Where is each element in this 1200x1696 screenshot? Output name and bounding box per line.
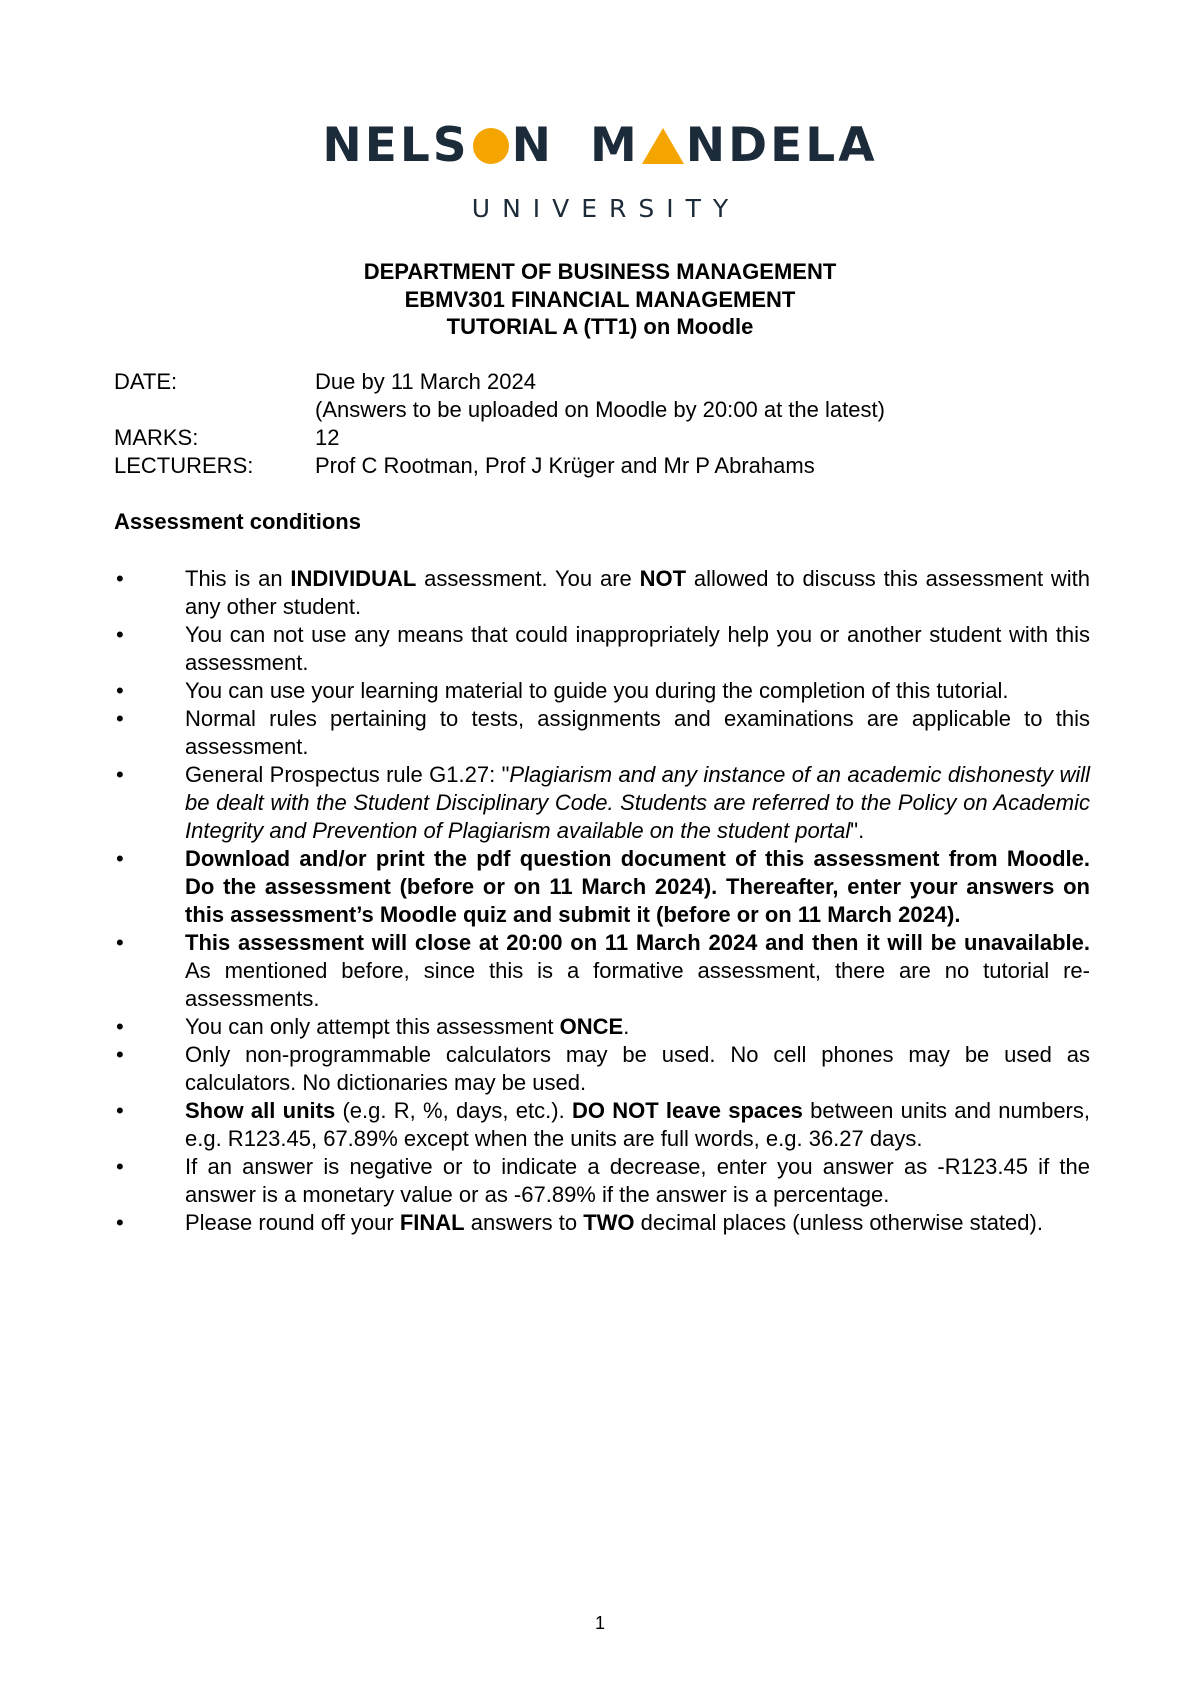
condition-text: Normal rules pertaining to tests, assignments and examinations are applicable to this assessment.	[185, 706, 1090, 759]
list-item	[114, 677, 1090, 705]
bullet-icon: •	[116, 706, 124, 731]
logo-sun-circle-icon	[473, 128, 509, 164]
bullet-icon: •	[116, 1154, 124, 1179]
condition-text: This assessment will close at 20:00 on 11 March 2024 and then it will be unavailable. As mentioned before, since this is a formative assessment, there are no tutorial re-assessments.	[185, 930, 1090, 1011]
condition-text: Only non-programmable calculators may be used. No cell phones may be used as calculators. No dictionaries may be used.	[185, 1042, 1090, 1095]
condition-text: You can not use any means that could inappropriately help you or another student with this assessment.	[185, 622, 1090, 675]
university-logo	[0, 118, 1200, 223]
condition-text: You can use your learning material to guide you during the completion of this tutorial.	[185, 678, 1009, 703]
date-row	[114, 368, 885, 396]
lecturers-label: LECTURERS:	[114, 453, 254, 478]
logo-text-ndela: NDELA	[685, 118, 878, 173]
list-item	[114, 621, 1090, 677]
course-title: EBMV301 FINANCIAL MANAGEMENT	[404, 286, 796, 312]
assessment-details	[114, 368, 885, 480]
condition-text: This is an INDIVIDUAL assessment. You are NOT allowed to discuss this assessment with any other student.	[185, 566, 1090, 619]
list-item	[114, 929, 1090, 1013]
list-item	[114, 565, 1090, 621]
marks-label: MARKS:	[114, 425, 199, 450]
bullet-icon: •	[116, 1042, 124, 1067]
bullet-icon: •	[116, 1014, 124, 1039]
bullet-icon: •	[116, 678, 124, 703]
page-number: 1	[594, 1613, 605, 1633]
lecturers-value: Prof C Rootman, Prof J Krüger and Mr P Abrahams	[315, 453, 815, 478]
list-item	[114, 1041, 1090, 1097]
conditions-list	[114, 565, 1090, 1237]
condition-text: Show all units (e.g. R, %, days, etc.). DO NOT leave spaces between units and numbers, e.g. R123.45, 67.89% except when the units are full words, e.g. 36.27 days.	[185, 1098, 1090, 1151]
date-value: Due by 11 March 2024	[315, 369, 536, 394]
department-title: DEPARTMENT OF BUSINESS MANAGEMENT	[363, 259, 837, 284]
list-item	[114, 1097, 1090, 1153]
date-note-row	[114, 396, 885, 424]
document-heading	[0, 258, 1200, 341]
bullet-icon: •	[116, 1210, 124, 1235]
logo-wordmark	[0, 118, 1200, 174]
marks-row	[114, 424, 885, 452]
list-item	[114, 1209, 1090, 1237]
logo-text-m: M	[590, 118, 640, 173]
lecturers-row	[114, 452, 885, 480]
list-item	[114, 1013, 1090, 1041]
bullet-icon: •	[116, 622, 124, 647]
bullet-icon: •	[116, 930, 124, 955]
bullet-icon: •	[116, 1098, 124, 1123]
bullet-icon: •	[116, 846, 124, 871]
bullet-icon: •	[116, 762, 124, 787]
logo-text-n: N	[511, 118, 555, 173]
list-item	[114, 845, 1090, 929]
logo-text-nels: NELS	[322, 118, 470, 173]
logo-triangle-icon	[642, 128, 684, 164]
logo-subtitle: UNIVERSITY	[471, 194, 741, 223]
bullet-icon: •	[116, 566, 124, 591]
date-note: (Answers to be uploaded on Moodle by 20:00 at the latest)	[315, 397, 885, 422]
condition-text: Please round off your FINAL answers to TWO decimal places (unless otherwise stated).	[185, 1210, 1043, 1235]
list-item	[114, 705, 1090, 761]
condition-text: You can only attempt this assessment ONCE.	[185, 1014, 630, 1039]
date-label: DATE:	[114, 369, 178, 394]
condition-text: If an answer is negative or to indicate a decrease, enter you answer as -R123.45 if the answer is a monetary value or as -67.89% if the answer is a percentage.	[185, 1154, 1090, 1207]
list-item	[114, 761, 1090, 845]
condition-text: Download and/or print the pdf question document of this assessment from Moodle. Do the assessment (before or on 11 March 2024). Thereafter, enter your answers on this assessment’s Moodle quiz and submit it (before or on 11 March 2024).	[185, 846, 1090, 927]
conditions-heading: Assessment conditions	[114, 509, 361, 534]
condition-text: General Prospectus rule G1.27: "Plagiarism and any instance of an academic dishonesty will be dealt with the Student Disciplinary Code. Students are referred to the Policy on Academic Integrity and Prevention of Plagiarism available on the student portal".	[185, 762, 1090, 843]
list-item	[114, 1153, 1090, 1209]
marks-value: 12	[315, 425, 340, 450]
tutorial-title: TUTORIAL A (TT1) on Moodle	[446, 314, 754, 339]
